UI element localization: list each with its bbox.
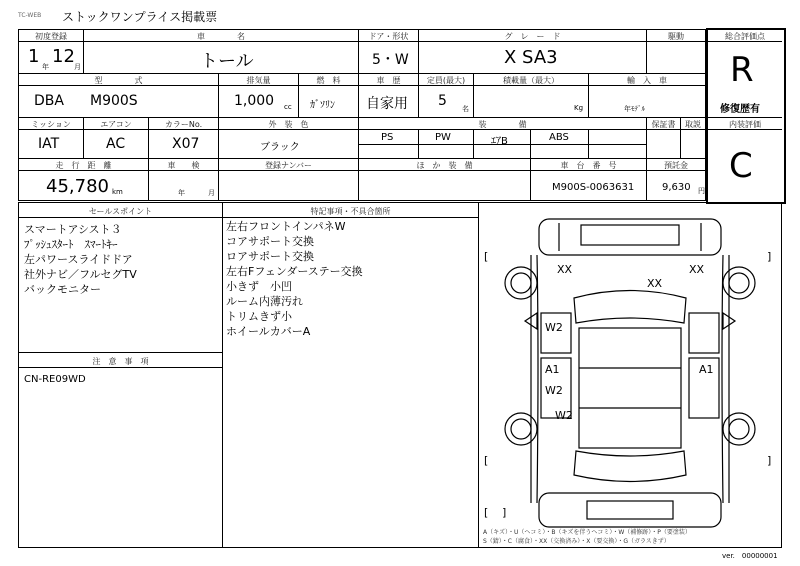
- lower-col1: [222, 202, 223, 548]
- mileage-unit: km: [112, 188, 123, 196]
- diagram-mark: XX: [557, 263, 573, 276]
- label-color-no: カラーNo.: [164, 120, 203, 129]
- label-door-shape: ドア・形状: [368, 32, 409, 41]
- label-ext-color: 外 装 色: [268, 120, 309, 129]
- label-manual: 取説: [685, 120, 701, 129]
- price-unit: 円: [698, 187, 705, 195]
- list-item: 小きず 小凹: [226, 280, 292, 293]
- equip-airbag: ｴｱB: [491, 136, 508, 147]
- roof-shape: [579, 328, 681, 448]
- side-line: [531, 255, 729, 503]
- label-equipment: 装 備: [478, 120, 527, 129]
- list-item: コアサポート交換: [226, 235, 314, 248]
- legend-line-1: A（キズ）・U（ヘコミ）・B（キズを伴うヘコミ）・W（補修跡）・P（要塗装）: [483, 529, 691, 536]
- sales-points-list: [24, 222, 137, 297]
- list-item: 社外ナビ／フルセグTV: [24, 268, 137, 281]
- label-displacement: 排気量: [246, 76, 271, 85]
- rear-glass-shape: [574, 451, 686, 482]
- capacity-value: 5: [438, 93, 447, 109]
- displacement-value: 1,000: [234, 93, 275, 109]
- grade-value: X SA3: [504, 47, 558, 68]
- rear-bumper-shape: [539, 493, 721, 527]
- diagram-mark: XX: [689, 263, 705, 276]
- first-reg-year: 1: [28, 46, 40, 67]
- list-item: 左パワースライドドア: [24, 253, 133, 266]
- document-title: ストックワンプライス掲載票: [62, 10, 218, 24]
- label-reg-number: 登録ナンバー: [264, 161, 313, 170]
- ext-color-value: ブラック: [260, 142, 300, 153]
- label-other-equipment: ほ か 装 備: [416, 161, 473, 170]
- capacity-unit: 名: [462, 105, 469, 113]
- grille-shape: [581, 225, 679, 245]
- fuel-value: ｶﾞｿﾘﾝ: [310, 100, 335, 111]
- color-no-value: X07: [172, 136, 200, 152]
- list-item: トリムきず小: [226, 310, 292, 323]
- lower-right: [781, 202, 782, 548]
- import-model-year: 年ﾓﾃﾞﾙ: [624, 105, 645, 113]
- label-aircon: エアコン: [100, 120, 132, 129]
- notes-header-sep: [18, 367, 222, 368]
- interior-rating-value: C: [729, 146, 753, 186]
- list-item: バックモニター: [24, 283, 101, 296]
- label-fuel: 燃 料: [316, 76, 341, 85]
- aircon-value: AC: [106, 136, 126, 152]
- price-value: 9,630: [662, 182, 691, 193]
- rear-plate-shape: [587, 501, 673, 519]
- label-first-reg: 初度登録: [35, 32, 67, 41]
- door-shape-value: 5・W: [372, 52, 409, 68]
- label-drive: 駆動: [668, 32, 684, 41]
- bracket-mark: ]: [767, 454, 772, 467]
- label-notes: 注 意 事 項: [92, 357, 149, 366]
- bracket-mark: ]: [767, 250, 772, 263]
- label-mileage: 走 行 距 離: [55, 161, 112, 170]
- bracket-mark: [: [484, 250, 489, 263]
- label-inspection: 車 検: [167, 161, 200, 170]
- first-reg-month: 12: [52, 46, 75, 67]
- windshield-shape: [574, 291, 686, 324]
- table-border-top: [18, 29, 706, 30]
- equip-pw: PW: [435, 132, 451, 143]
- vehicle-name: トール: [200, 51, 254, 72]
- label-load: 積載量（最大）: [503, 76, 559, 85]
- history-value: 自家用: [366, 96, 408, 112]
- notes-list: [24, 372, 86, 387]
- version-text: ver. 00000001: [722, 552, 778, 560]
- row-sep: [18, 73, 706, 74]
- label-model-name: 車 名: [197, 32, 245, 41]
- list-item: ルーム内薄汚れ: [226, 295, 303, 308]
- table-border-bottom: [18, 200, 706, 201]
- year-unit: 年: [42, 63, 49, 71]
- label-interior-rating: 内装評価: [729, 120, 761, 129]
- col-sep: [473, 129, 474, 158]
- legend-line-2: S（錆）・C（腐食）・XX（交換済み）・X（要交換）・G（ガラスきず）: [483, 538, 670, 545]
- mileage-value: 45,780: [46, 176, 109, 197]
- col-sep: [530, 129, 531, 158]
- label-grade: グ レ ー ド: [504, 32, 561, 41]
- col-sep: [588, 129, 589, 158]
- lower-header-sep: [18, 217, 478, 218]
- bracket-mark: [: [484, 506, 489, 519]
- inspection-month-unit: 月: [208, 189, 215, 197]
- diagram-mark: W2: [545, 384, 563, 397]
- row-sep: [18, 117, 706, 118]
- list-item: 左右フロントインパネW: [226, 220, 346, 233]
- list-item: CN-RE09WD: [24, 374, 86, 385]
- overall-rating-note: 修復歴有: [720, 104, 760, 115]
- row-sep: [18, 158, 706, 159]
- equip-abs: ABS: [549, 132, 569, 143]
- bracket-mark: ]: [502, 506, 507, 519]
- bracket-mark: [: [484, 454, 489, 467]
- inspection-year-unit: 年: [178, 189, 185, 197]
- front-bumper-shape: [539, 219, 721, 255]
- equip-ps: PS: [381, 132, 394, 143]
- label-sales-points: セールスポイント: [88, 207, 153, 216]
- label-mission: ミッション: [31, 120, 71, 129]
- col-sep: [418, 129, 419, 158]
- type-value: M900S: [90, 93, 138, 109]
- lower-bottom: [18, 547, 782, 548]
- label-import: 輸 入 車: [627, 76, 667, 85]
- notes-top: [18, 352, 222, 353]
- list-item: ロアサポート交換: [226, 250, 314, 263]
- label-chassis-no: 車 台 番 号: [560, 161, 617, 170]
- diagram-mark: W2: [545, 321, 563, 334]
- label-special-notes: 特記事項・不具合箇所: [310, 207, 391, 216]
- chassis-no-value: M900S-0063631: [552, 182, 635, 193]
- car-damage-diagram: [479, 203, 781, 547]
- list-item: スマートアシスト３: [24, 223, 122, 236]
- list-item: 左右Fフェンダーステー交換: [226, 265, 363, 278]
- label-capacity: 定員(最大): [426, 76, 466, 85]
- list-item: ﾌﾟｯｼｭｽﾀｰﾄ ｽﾏｰﾄｷｰ: [24, 238, 118, 251]
- rating-sep: [708, 117, 782, 118]
- month-unit: 月: [74, 63, 81, 71]
- diagram-mark: W2: [555, 409, 573, 422]
- diagram-mark: A1: [699, 363, 714, 376]
- diagram-mark: A1: [545, 363, 560, 376]
- load-unit: Kg: [574, 104, 584, 112]
- label-type: 型 式: [94, 76, 143, 85]
- list-item: ホイールカバーA: [226, 325, 311, 338]
- door-fr-shape: [689, 313, 719, 353]
- label-price: 預託金: [664, 161, 688, 170]
- side-line: [537, 255, 723, 503]
- table-border-left: [18, 29, 19, 200]
- mission-value: IAT: [38, 136, 60, 152]
- displacement-unit: cc: [284, 103, 292, 111]
- label-overall-rating: 総合評価点: [725, 32, 765, 41]
- label-history: 車 歴: [376, 76, 401, 85]
- overall-rating-value: R: [730, 50, 754, 90]
- special-notes-list: [226, 219, 363, 339]
- diagram-mark: XX: [647, 277, 663, 290]
- label-warranty: 保証書: [651, 120, 676, 129]
- type-prefix: DBA: [34, 93, 64, 109]
- lower-left: [18, 202, 19, 548]
- logo: TC-WEB: [18, 12, 42, 19]
